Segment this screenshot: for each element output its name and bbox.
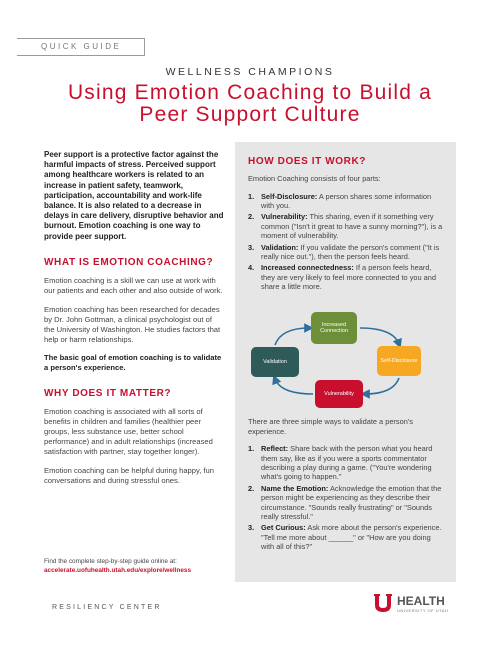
what-bold-statement: The basic goal of emotion coaching is to validate a person's experience.: [44, 352, 222, 372]
arrow-connection-to-self: [360, 328, 399, 344]
quick-guide-tab: QUICK GUIDE: [17, 38, 145, 56]
why-paragraph-2: Emotion coaching can be helpful during happy, fun conversations and during stressful ones.: [44, 465, 214, 485]
why-paragraph-1: Emotion coaching is associated with all sorts of benefits in children and families (healthier peer groups, less substance use, better school performance) and in adult relationships (increased satisfaction with partner, stay together longer).: [44, 406, 213, 456]
list-item: [248, 192, 444, 211]
what-heading: WHAT IS EMOTION COACHING?: [44, 256, 214, 268]
arrow-validation-to-connection: [275, 328, 309, 345]
list-term: Validation:: [261, 242, 299, 252]
list-text: A person shares some information with you.: [261, 191, 432, 210]
list-term: Self-Disclosure:: [261, 191, 318, 201]
node-validation: Validation: [251, 347, 299, 377]
what-paragraph-1: Emotion coaching is a skill we can use at work with our patients and each other and also outside of work.: [44, 275, 223, 295]
list-number: 4.: [248, 263, 255, 273]
emotion-coaching-cycle-diagram: [245, 302, 445, 412]
list-term: Get Curious:: [261, 523, 306, 533]
guide-link-text: Find the complete step-by-step guide online at:: [44, 558, 177, 565]
logo-subtext: UNIVERSITY OF UTAH: [397, 608, 449, 613]
list-term: Name the Emotion:: [261, 483, 329, 493]
list-item: [248, 263, 444, 291]
list-number: 3.: [248, 242, 255, 252]
list-term: Reflect:: [261, 444, 289, 454]
what-paragraph-2: Emotion coaching has been researched for decades by Dr. John Gottman, a clinical psychologist out of the University of Washington. He studies factors that help or harm relationships.: [44, 304, 221, 344]
title-line-1: Using Emotion Coaching to Build a: [67, 81, 433, 104]
parts-list: [248, 192, 444, 292]
guide-link-url[interactable]: accelerate.uofuhealth.utah.edu/explore/wellness: [44, 566, 192, 574]
list-number: 2.: [248, 212, 255, 222]
list-text: Share back with the person what you heard them say, like as if you were a sports commentator describing a play during a game. ("You're wondering what's going to happen.": [261, 444, 433, 482]
intro-paragraph: Peer support is a protective factor against the harmful impacts of stress. Perceived support among healthcare workers is related to an increase in patient safety, teamwork, participation, accountability and work-life balance. It is also related to a decrease in delays in care delivery, disruptive behavior and burnout. Emotion coaching is one way to provide peer support.: [44, 150, 224, 241]
left-column: [44, 150, 224, 486]
list-text: This sharing, even if it something very common ("Isn't it great to have a sunny morning?"), is a moment of vulnerability.: [261, 212, 443, 241]
footer-label: RESILIENCY CENTER: [52, 604, 162, 611]
why-heading: WHY DOES IT MATTER?: [44, 387, 172, 399]
list-item: [248, 212, 444, 240]
list-item: [248, 523, 444, 551]
node-increased-connection: Increased Connection: [311, 312, 357, 344]
university-logo: [373, 592, 463, 622]
guide-link-box: [44, 558, 230, 575]
page-title: [0, 82, 500, 126]
arrow-vulnerability-to-validation: [275, 379, 313, 394]
logo-text: HEALTH: [397, 594, 445, 608]
list-number: 2.: [248, 483, 255, 493]
u-logo-icon: [373, 592, 393, 614]
program-label: WELLNESS CHAMPIONS: [165, 66, 335, 78]
list-number: 3.: [248, 523, 255, 533]
list-number: 1.: [248, 444, 255, 454]
list-item: [248, 444, 444, 482]
list-term: Increased connectedness:: [261, 263, 354, 273]
arrow-self-to-vulnerability: [365, 378, 399, 394]
list-text: Acknowledge the emotion that the person might be experiencing as they describe their circumstance. "Sounds really frustrating" or "Sounds really stressful.": [261, 483, 442, 522]
list-term: Vulnerability:: [261, 212, 308, 222]
node-self-disclosure: Self-Disclosure: [377, 346, 421, 376]
list-text: If you validate the person's comment ("It is really nice out."), then the person feels heard.: [261, 242, 440, 262]
how-heading: HOW DOES IT WORK?: [248, 156, 366, 167]
list-item: [248, 484, 444, 522]
list-text: If a person feels heard, they are very likely to feel more connected to you and share a little more.: [261, 263, 437, 292]
title-line-2: Peer Support Culture: [139, 103, 361, 126]
list-text: Ask more about the person's experience. "Tell me more about ______" or "How are you doing with all of this?": [261, 523, 442, 552]
list-item: [248, 243, 444, 262]
ways-intro: There are three simple ways to validate a person's experience.: [248, 417, 413, 436]
node-vulnerability: Vulnerability: [315, 380, 363, 408]
list-number: 1.: [248, 191, 255, 201]
ways-list: [248, 444, 444, 551]
how-it-works-panel: [235, 142, 456, 582]
how-intro: Emotion Coaching consists of four parts:: [248, 174, 381, 183]
